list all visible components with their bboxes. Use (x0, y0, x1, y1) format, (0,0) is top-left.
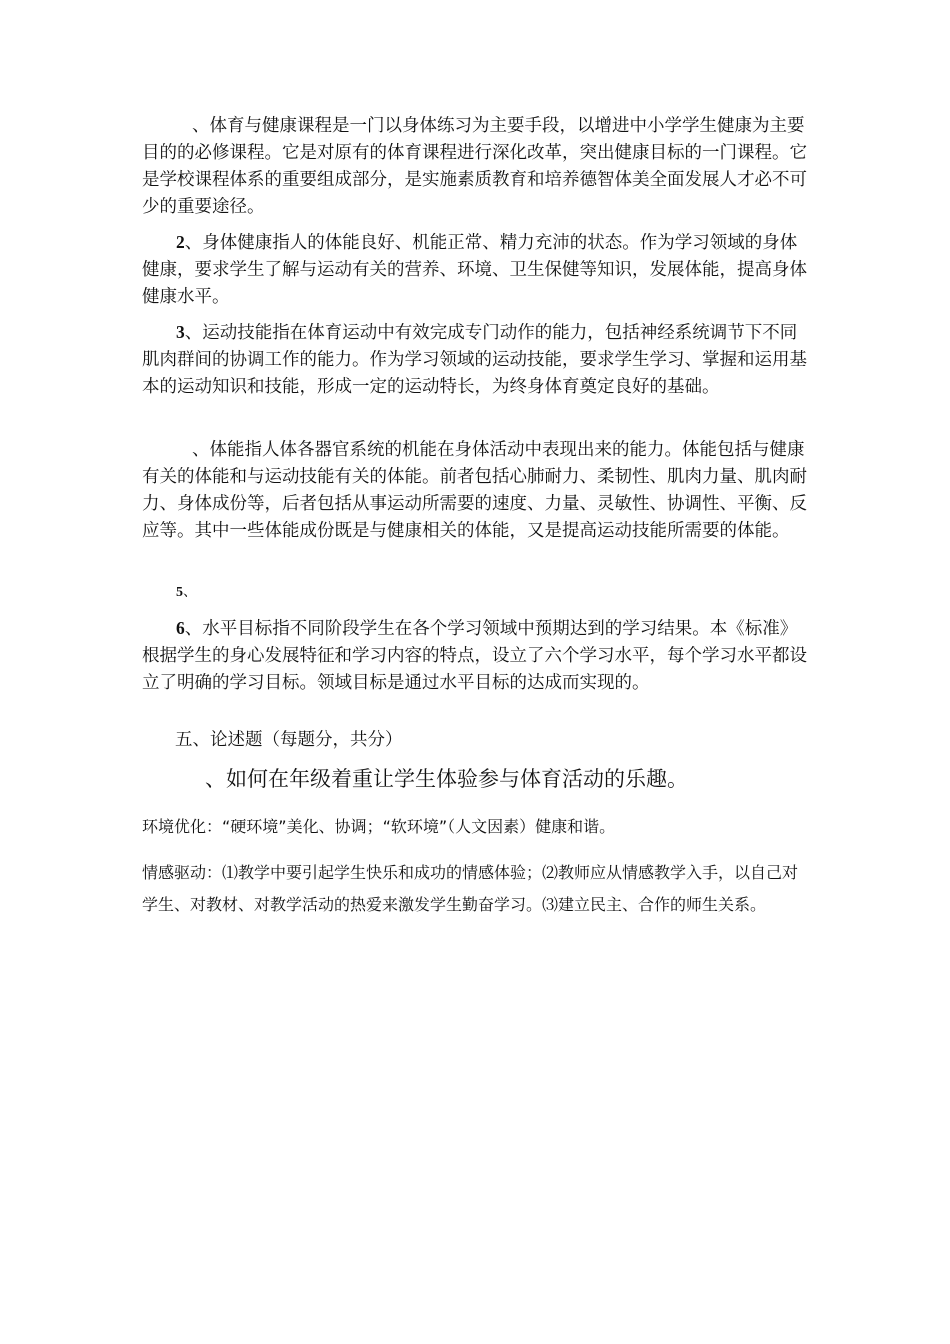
paragraph-2 (142, 229, 812, 311)
paragraph-1 (142, 112, 812, 221)
essay-question: 、如何在年级着重让学生体验参与体育活动的乐趣。 (205, 767, 688, 791)
paragraph-3 (142, 319, 812, 401)
paragraph-number: 6 (176, 618, 185, 638)
paragraph-text: 、体育与健康课程是一门以身体练习为主要手段，以增进中小学学生健康为主要目的的必修课程。它是对原有的体育课程进行深化改革，突出健康目标的一门课程。它是学校课程体系的重要组成部分，是实施素质教育和培养德智体美全面发展人才必不可少的重要途径。 (142, 116, 807, 217)
paragraph-number: 2 (176, 232, 185, 252)
paragraph-text: 、运动技能指在体育运动中有效完成专门动作的能力，包括神经系统调节下不同肌肉群间的协调工作的能力。作为学习领域的运动技能，要求学生学习、掌握和运用基本的运动知识和技能，形成一定的运动特长，为终身体育奠定良好的基础。 (142, 323, 807, 397)
answer-point-2: 情感驱动：⑴教学中要引起学生快乐和成功的情感体验；⑵教师应从情感教学入手，以自己对学生、对教材、对教学活动的热爱来激发学生勤奋学习。⑶建立民主、合作的师生关系。 (142, 863, 799, 914)
paragraph-4 (142, 436, 812, 545)
paragraph-text: 、身体健康指人的体能良好、机能正常、精力充沛的状态。作为学习领域的身体健康，要求学生了解与运动有关的营养、环境、卫生保健等知识，发展体能，提高身体健康水平。 (142, 233, 807, 307)
paragraph-6 (142, 615, 812, 697)
paragraph-number: 3 (176, 322, 185, 342)
paragraph-number: 5 (176, 585, 183, 600)
paragraph-text: 、体能指人体各器官系统的机能在身体活动中表现出来的能力。体能包括与健康有关的体能和与运动技能有关的体能。前者包括心肺耐力、柔韧性、肌肉力量、肌肉耐力、身体成份等，后者包括从事运动所需要的速度、力量、灵敏性、协调性、平衡、反应等。其中一些体能成份既是与健康相关的体能，又是提高运动技能所需要的体能。 (142, 440, 807, 541)
paragraph-text: 、 (183, 584, 197, 600)
section-heading: 五、论述题（每题分，共分） (175, 730, 403, 750)
paragraph-5 (142, 579, 812, 606)
paragraph-text: 、水平目标指不同阶段学生在各个学习领域中预期达到的学习结果。本《标准》根据学生的身心发展特征和学习内容的特点，设立了六个学习水平，每个学习水平都设立了明确的学习目标。领域目标是通过水平目标的达成而实现的。 (142, 619, 807, 693)
answer-point-1: 环境优化：“硬环境”美化、协调；“软环境”（人文因素）健康和谐。 (142, 817, 616, 836)
